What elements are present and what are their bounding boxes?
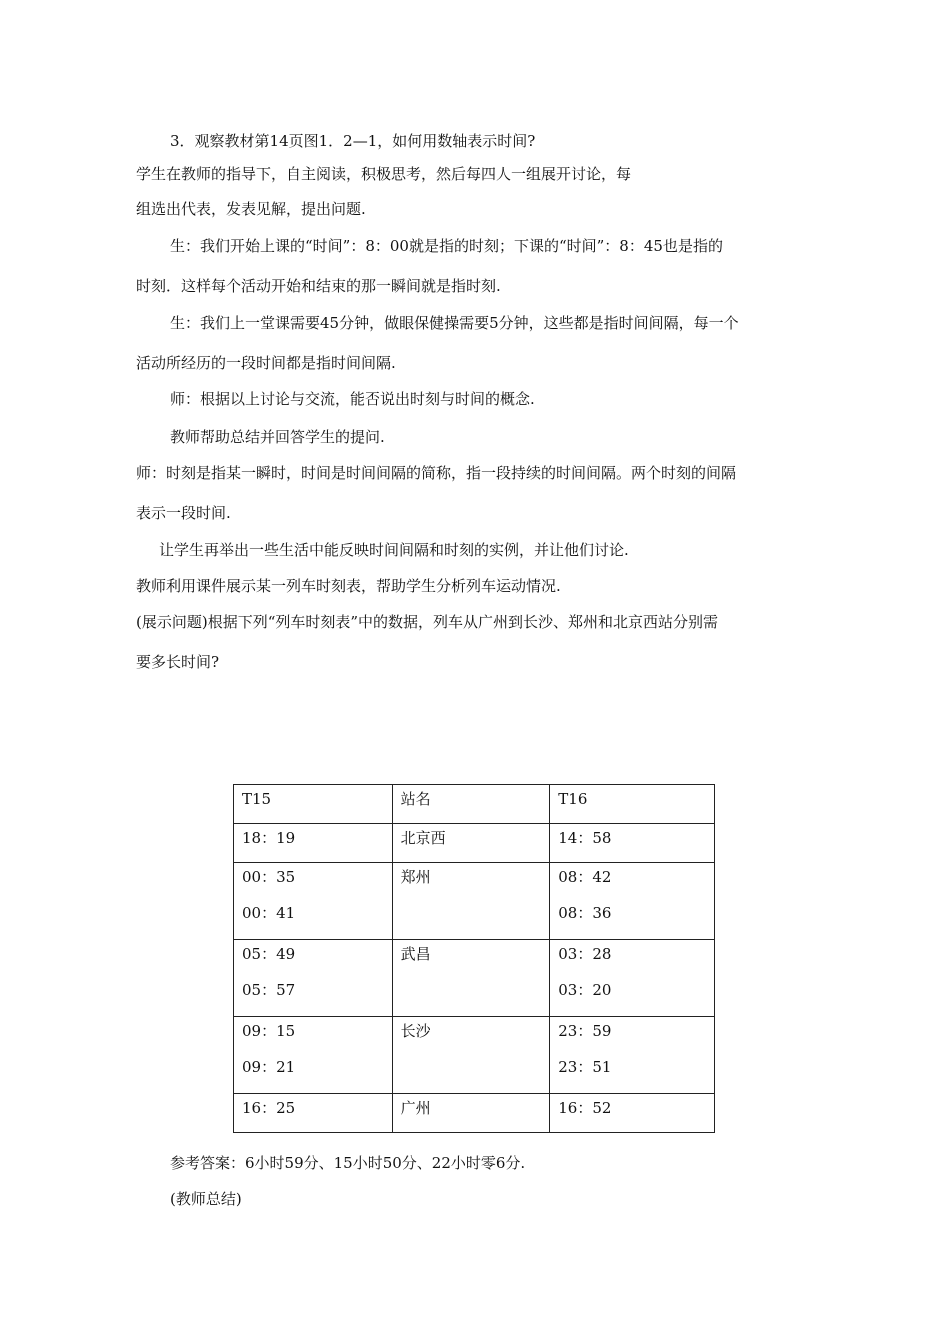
paragraph-discussion-line1: 学生在教师的指导下，自主阅读，积极思考，然后每四人一组展开讨论，每 bbox=[136, 165, 632, 183]
t16-time: 16：52 bbox=[550, 1094, 715, 1133]
t15-departure: 05：57 bbox=[242, 981, 296, 999]
t15-time: 16：25 bbox=[234, 1094, 393, 1133]
station-name: 长沙 bbox=[392, 1017, 550, 1094]
table-row bbox=[234, 863, 715, 940]
t15-departure: 00：41 bbox=[242, 904, 296, 922]
t16-times bbox=[550, 940, 715, 1017]
paragraph-student-interval-line2: 活动所经历的一段时间都是指时间间隔. bbox=[136, 354, 396, 372]
t15-times bbox=[234, 940, 393, 1017]
reference-answer: 参考答案：6小时59分、15小时50分、22小时零6分. bbox=[170, 1154, 526, 1172]
table-row bbox=[234, 1094, 715, 1133]
paragraph-problem-line2: 要多长时间? bbox=[136, 653, 220, 671]
table-row bbox=[234, 1017, 715, 1094]
t16-arrival: 23：59 bbox=[558, 1022, 612, 1040]
paragraph-problem-line1: (展示问题)根据下列“列车时刻表”中的数据，列车从广州到长沙、郑州和北京西站分别需 bbox=[136, 613, 719, 631]
header-t16: T16 bbox=[550, 785, 715, 824]
t15-arrival: 05：49 bbox=[242, 945, 296, 963]
t15-times bbox=[234, 1017, 393, 1094]
t15-arrival: 00：35 bbox=[242, 868, 296, 886]
header-station: 站名 bbox=[392, 785, 550, 824]
train-timetable bbox=[233, 784, 715, 1133]
table-row bbox=[234, 940, 715, 1017]
paragraph-teacher-question: 师：根据以上讨论与交流，能否说出时刻与时间的概念. bbox=[170, 390, 535, 408]
t16-departure: 23：51 bbox=[558, 1058, 612, 1076]
t16-departure: 03：20 bbox=[558, 981, 612, 999]
station-name: 北京西 bbox=[392, 824, 550, 863]
teacher-summary-label: (教师总结) bbox=[170, 1190, 242, 1208]
station-name: 武昌 bbox=[392, 940, 550, 1017]
t15-times bbox=[234, 863, 393, 940]
paragraph-student-examples: 让学生再举出一些生活中能反映时间间隔和时刻的实例，并让他们讨论. bbox=[159, 541, 629, 559]
table-header-row bbox=[234, 785, 715, 824]
t16-arrival: 03：28 bbox=[558, 945, 612, 963]
t15-arrival: 09：15 bbox=[242, 1022, 296, 1040]
t15-time: 18：19 bbox=[234, 824, 393, 863]
t16-times bbox=[550, 1017, 715, 1094]
paragraph-student-moment-line1: 生：我们开始上课的“时间”：8：00就是指的时刻；下课的“时间”：8：45也是指的 bbox=[170, 237, 723, 255]
paragraph-student-interval-line1: 生：我们上一堂课需要45分钟，做眼保健操需要5分钟，这些都是指时间间隔，每一个 bbox=[170, 314, 739, 332]
paragraph-student-moment-line2: 时刻．这样每个活动开始和结束的那一瞬间就是指时刻. bbox=[136, 277, 501, 295]
t16-departure: 08：36 bbox=[558, 904, 612, 922]
t16-time: 14：58 bbox=[550, 824, 715, 863]
t16-times bbox=[550, 863, 715, 940]
station-name: 广州 bbox=[392, 1094, 550, 1133]
paragraph-courseware: 教师利用课件展示某一列车时刻表，帮助学生分析列车运动情况. bbox=[136, 577, 561, 595]
paragraph-teacher-definition-line2: 表示一段时间. bbox=[136, 504, 231, 522]
paragraph-question-3: 3．观察教材第14页图1．2—1，如何用数轴表示时间? bbox=[170, 132, 536, 150]
station-name: 郑州 bbox=[392, 863, 550, 940]
paragraph-discussion-line2: 组选出代表，发表见解，提出问题. bbox=[136, 200, 366, 218]
header-t15: T15 bbox=[234, 785, 393, 824]
paragraph-teacher-definition-line1: 师：时刻是指某一瞬时，时间是时间间隔的简称，指一段持续的时间间隔。两个时刻的间隔 bbox=[136, 464, 737, 482]
t15-departure: 09：21 bbox=[242, 1058, 296, 1076]
t16-arrival: 08：42 bbox=[558, 868, 612, 886]
paragraph-teacher-summary-intro: 教师帮助总结并回答学生的提问. bbox=[170, 428, 385, 446]
table-row bbox=[234, 824, 715, 863]
